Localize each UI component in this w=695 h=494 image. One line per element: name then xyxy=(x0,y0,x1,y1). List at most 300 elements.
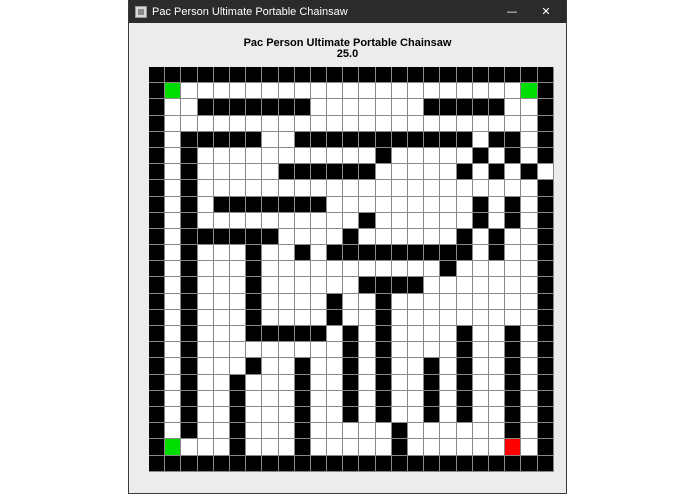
maze-path-cell xyxy=(165,375,181,391)
maze-path-cell xyxy=(521,391,537,407)
maze-path-cell xyxy=(198,326,214,342)
maze-wall-cell xyxy=(424,456,440,472)
maze-path-cell xyxy=(198,164,214,180)
maze-path-cell xyxy=(165,261,181,277)
maze-path-cell xyxy=(214,164,230,180)
maze-path-cell xyxy=(473,423,489,439)
maze-wall-cell xyxy=(408,132,424,148)
maze-path-cell xyxy=(473,439,489,455)
green-corner-cell xyxy=(521,83,537,99)
maze-wall-cell xyxy=(457,456,473,472)
maze-path-cell xyxy=(230,180,246,196)
maze-path-cell xyxy=(440,407,456,423)
maze-path-cell xyxy=(440,197,456,213)
maze-wall-cell xyxy=(181,164,197,180)
maze-path-cell xyxy=(311,294,327,310)
maze-path-cell xyxy=(359,375,375,391)
game-title: Pac Person Ultimate Portable Chainsaw xyxy=(243,37,452,49)
maze-path-cell xyxy=(230,342,246,358)
maze-path-cell xyxy=(408,294,424,310)
maze-path-cell xyxy=(327,99,343,115)
maze-wall-cell xyxy=(149,83,165,99)
maze-path-cell xyxy=(165,164,181,180)
maze-path-cell xyxy=(279,229,295,245)
maze-wall-cell xyxy=(279,197,295,213)
maze-wall-cell xyxy=(311,456,327,472)
maze-wall-cell xyxy=(538,197,554,213)
maze-wall-cell xyxy=(473,67,489,83)
maze-wall-cell xyxy=(505,132,521,148)
maze-path-cell xyxy=(295,294,311,310)
close-button[interactable]: ✕ xyxy=(541,5,551,18)
maze-path-cell xyxy=(246,375,262,391)
maze-path-cell xyxy=(327,261,343,277)
maze-path-cell xyxy=(311,358,327,374)
maze-path-cell xyxy=(457,423,473,439)
maze-path-cell xyxy=(165,407,181,423)
maze-path-cell xyxy=(279,148,295,164)
maze-path-cell xyxy=(262,180,278,196)
maze-wall-cell xyxy=(424,99,440,115)
maze-path-cell xyxy=(440,180,456,196)
maze-wall-cell xyxy=(521,67,537,83)
maze-path-cell xyxy=(521,277,537,293)
maze-path-cell xyxy=(311,310,327,326)
maze-path-cell xyxy=(521,148,537,164)
maze-path-cell xyxy=(489,294,505,310)
maze-wall-cell xyxy=(538,180,554,196)
maze-path-cell xyxy=(457,439,473,455)
maze-wall-cell xyxy=(538,229,554,245)
maze-path-cell xyxy=(262,407,278,423)
maze-wall-cell xyxy=(246,456,262,472)
maze-wall-cell xyxy=(311,164,327,180)
maze-path-cell xyxy=(230,358,246,374)
maze-path-cell xyxy=(521,213,537,229)
maze-wall-cell xyxy=(295,439,311,455)
maze-wall-cell xyxy=(538,294,554,310)
maze-path-cell xyxy=(408,213,424,229)
maze-wall-cell xyxy=(343,375,359,391)
maze-path-cell xyxy=(165,294,181,310)
maze-wall-cell xyxy=(505,342,521,358)
maze-path-cell xyxy=(440,326,456,342)
maze-path-cell xyxy=(327,116,343,132)
maze-path-cell xyxy=(246,83,262,99)
maze-wall-cell xyxy=(149,99,165,115)
maze-path-cell xyxy=(440,229,456,245)
maze-wall-cell xyxy=(230,375,246,391)
maze-path-cell xyxy=(230,326,246,342)
maze-path-cell xyxy=(521,116,537,132)
maze-path-cell xyxy=(343,439,359,455)
maze-path-cell xyxy=(279,277,295,293)
maze-path-cell xyxy=(457,148,473,164)
maze-path-cell xyxy=(198,116,214,132)
maze-wall-cell xyxy=(343,407,359,423)
maze-path-cell xyxy=(311,180,327,196)
maze-path-cell xyxy=(489,326,505,342)
maze-wall-cell xyxy=(149,197,165,213)
maze-wall-cell xyxy=(376,456,392,472)
maze-wall-cell xyxy=(279,67,295,83)
maze-path-cell xyxy=(327,277,343,293)
maze-path-cell xyxy=(359,229,375,245)
maze-path-cell xyxy=(440,391,456,407)
maze-path-cell xyxy=(457,213,473,229)
maze-wall-cell xyxy=(424,407,440,423)
maze-wall-cell xyxy=(181,261,197,277)
maze-path-cell xyxy=(392,310,408,326)
maze-wall-cell xyxy=(408,277,424,293)
maze-path-cell xyxy=(457,116,473,132)
maze-path-cell xyxy=(359,116,375,132)
maze-path-cell xyxy=(521,229,537,245)
maze-path-cell xyxy=(198,148,214,164)
maze-wall-cell xyxy=(343,326,359,342)
maze-path-cell xyxy=(489,375,505,391)
maze-wall-cell xyxy=(262,99,278,115)
maze-path-cell xyxy=(359,326,375,342)
maze-path-cell xyxy=(343,116,359,132)
maze-path-cell xyxy=(311,148,327,164)
maze-wall-cell xyxy=(295,197,311,213)
maze-path-cell xyxy=(408,99,424,115)
title-bar[interactable] xyxy=(129,0,566,23)
maze-path-cell xyxy=(376,116,392,132)
maze-wall-cell xyxy=(457,342,473,358)
maze-wall-cell xyxy=(440,456,456,472)
maze-path-cell xyxy=(181,99,197,115)
maze-path-cell xyxy=(262,277,278,293)
maze-path-cell xyxy=(408,358,424,374)
maze-wall-cell xyxy=(327,245,343,261)
maze-wall-cell xyxy=(424,245,440,261)
maze-grid[interactable] xyxy=(149,67,554,472)
maze-path-cell xyxy=(408,148,424,164)
maze-wall-cell xyxy=(198,67,214,83)
maze-path-cell xyxy=(230,294,246,310)
maze-path-cell xyxy=(440,294,456,310)
maze-path-cell xyxy=(424,83,440,99)
maze-wall-cell xyxy=(440,261,456,277)
maze-path-cell xyxy=(457,197,473,213)
maze-wall-cell xyxy=(295,391,311,407)
maze-path-cell xyxy=(489,407,505,423)
window-title: Pac Person Ultimate Portable Chainsaw xyxy=(152,5,348,18)
maze-wall-cell xyxy=(489,67,505,83)
java-app-icon xyxy=(135,6,147,18)
maze-path-cell xyxy=(359,358,375,374)
maze-wall-cell xyxy=(214,67,230,83)
maze-wall-cell xyxy=(376,342,392,358)
maze-wall-cell xyxy=(359,132,375,148)
maze-path-cell xyxy=(327,197,343,213)
maze-path-cell xyxy=(246,391,262,407)
maze-wall-cell xyxy=(343,342,359,358)
maze-wall-cell xyxy=(149,245,165,261)
maze-path-cell xyxy=(181,83,197,99)
maze-wall-cell xyxy=(343,229,359,245)
maze-path-cell xyxy=(392,391,408,407)
maze-wall-cell xyxy=(376,391,392,407)
maze-wall-cell xyxy=(457,67,473,83)
maze-path-cell xyxy=(198,245,214,261)
maze-wall-cell xyxy=(359,164,375,180)
minimize-button[interactable]: — xyxy=(506,5,518,18)
maze-path-cell xyxy=(343,148,359,164)
maze-wall-cell xyxy=(198,99,214,115)
maze-wall-cell xyxy=(457,358,473,374)
maze-wall-cell xyxy=(149,294,165,310)
maze-path-cell xyxy=(165,180,181,196)
maze-path-cell xyxy=(343,277,359,293)
maze-wall-cell xyxy=(440,245,456,261)
maze-path-cell xyxy=(376,423,392,439)
maze-path-cell xyxy=(279,439,295,455)
maze-path-cell xyxy=(424,213,440,229)
maze-path-cell xyxy=(246,116,262,132)
maze-path-cell xyxy=(505,99,521,115)
maze-path-cell xyxy=(489,358,505,374)
maze-path-cell xyxy=(246,439,262,455)
maze-path-cell xyxy=(505,277,521,293)
maze-path-cell xyxy=(165,423,181,439)
maze-wall-cell xyxy=(505,213,521,229)
maze-wall-cell xyxy=(311,67,327,83)
maze-wall-cell xyxy=(376,67,392,83)
maze-wall-cell xyxy=(181,277,197,293)
maze-path-cell xyxy=(408,423,424,439)
maze-wall-cell xyxy=(149,423,165,439)
maze-wall-cell xyxy=(376,148,392,164)
maze-path-cell xyxy=(279,310,295,326)
maze-path-cell xyxy=(521,326,537,342)
maze-wall-cell xyxy=(376,375,392,391)
maze-path-cell xyxy=(473,277,489,293)
maze-wall-cell xyxy=(376,132,392,148)
maze-wall-cell xyxy=(327,164,343,180)
maze-path-cell xyxy=(408,180,424,196)
maze-wall-cell xyxy=(230,67,246,83)
maze-wall-cell xyxy=(424,391,440,407)
maze-path-cell xyxy=(521,439,537,455)
maze-path-cell xyxy=(489,310,505,326)
maze-wall-cell xyxy=(181,132,197,148)
maze-path-cell xyxy=(295,277,311,293)
red-player-cell xyxy=(505,439,521,455)
maze-path-cell xyxy=(538,164,554,180)
maze-wall-cell xyxy=(149,148,165,164)
maze-wall-cell xyxy=(230,456,246,472)
maze-wall-cell xyxy=(149,67,165,83)
maze-path-cell xyxy=(198,358,214,374)
maze-path-cell xyxy=(359,148,375,164)
maze-path-cell xyxy=(424,116,440,132)
maze-path-cell xyxy=(343,99,359,115)
maze-wall-cell xyxy=(149,132,165,148)
maze-path-cell xyxy=(198,407,214,423)
maze-wall-cell xyxy=(538,148,554,164)
maze-path-cell xyxy=(424,439,440,455)
maze-wall-cell xyxy=(538,407,554,423)
maze-path-cell xyxy=(359,294,375,310)
maze-wall-cell xyxy=(440,67,456,83)
maze-wall-cell xyxy=(376,294,392,310)
maze-wall-cell xyxy=(489,132,505,148)
maze-path-cell xyxy=(359,261,375,277)
maze-path-cell xyxy=(165,99,181,115)
maze-wall-cell xyxy=(376,277,392,293)
maze-path-cell xyxy=(198,294,214,310)
maze-path-cell xyxy=(262,83,278,99)
maze-path-cell xyxy=(521,310,537,326)
maze-wall-cell xyxy=(149,407,165,423)
maze-wall-cell xyxy=(538,375,554,391)
maze-path-cell xyxy=(198,213,214,229)
maze-path-cell xyxy=(262,132,278,148)
maze-wall-cell xyxy=(505,456,521,472)
maze-wall-cell xyxy=(343,67,359,83)
maze-wall-cell xyxy=(505,326,521,342)
maze-path-cell xyxy=(214,245,230,261)
maze-path-cell xyxy=(440,277,456,293)
maze-path-cell xyxy=(262,148,278,164)
maze-path-cell xyxy=(521,245,537,261)
maze-path-cell xyxy=(408,342,424,358)
maze-wall-cell xyxy=(149,456,165,472)
maze-wall-cell xyxy=(214,229,230,245)
maze-wall-cell xyxy=(295,245,311,261)
maze-wall-cell xyxy=(505,423,521,439)
maze-wall-cell xyxy=(149,358,165,374)
maze-path-cell xyxy=(311,407,327,423)
maze-wall-cell xyxy=(457,164,473,180)
maze-path-cell xyxy=(279,116,295,132)
maze-wall-cell xyxy=(181,423,197,439)
maze-path-cell xyxy=(489,197,505,213)
maze-wall-cell xyxy=(424,132,440,148)
score-value: 25.0 xyxy=(336,48,359,60)
maze-path-cell xyxy=(327,423,343,439)
maze-path-cell xyxy=(376,213,392,229)
maze-path-cell xyxy=(295,229,311,245)
maze-wall-cell xyxy=(538,67,554,83)
maze-path-cell xyxy=(473,375,489,391)
maze-path-cell xyxy=(311,261,327,277)
maze-wall-cell xyxy=(214,456,230,472)
maze-path-cell xyxy=(424,294,440,310)
maze-path-cell xyxy=(230,245,246,261)
maze-path-cell xyxy=(408,326,424,342)
maze-path-cell xyxy=(279,375,295,391)
maze-path-cell xyxy=(181,439,197,455)
maze-path-cell xyxy=(262,245,278,261)
maze-path-cell xyxy=(408,391,424,407)
maze-wall-cell xyxy=(295,164,311,180)
maze-path-cell xyxy=(457,83,473,99)
maze-wall-cell xyxy=(505,375,521,391)
maze-wall-cell xyxy=(392,132,408,148)
maze-path-cell xyxy=(343,294,359,310)
maze-path-cell xyxy=(392,229,408,245)
maze-path-cell xyxy=(165,277,181,293)
maze-path-cell xyxy=(376,83,392,99)
maze-path-cell xyxy=(165,197,181,213)
maze-wall-cell xyxy=(343,164,359,180)
maze-path-cell xyxy=(359,439,375,455)
maze-path-cell xyxy=(311,99,327,115)
maze-wall-cell xyxy=(181,67,197,83)
maze-path-cell xyxy=(440,423,456,439)
maze-wall-cell xyxy=(149,180,165,196)
maze-path-cell xyxy=(521,261,537,277)
maze-path-cell xyxy=(279,261,295,277)
maze-path-cell xyxy=(262,261,278,277)
maze-path-cell xyxy=(262,375,278,391)
maze-path-cell xyxy=(457,294,473,310)
maze-path-cell xyxy=(376,99,392,115)
maze-path-cell xyxy=(279,391,295,407)
maze-path-cell xyxy=(198,342,214,358)
maze-path-cell xyxy=(392,83,408,99)
maze-path-cell xyxy=(392,99,408,115)
maze-path-cell xyxy=(327,180,343,196)
maze-path-cell xyxy=(327,439,343,455)
maze-path-cell xyxy=(505,83,521,99)
maze-wall-cell xyxy=(343,245,359,261)
maze-path-cell xyxy=(521,342,537,358)
maze-wall-cell xyxy=(230,229,246,245)
maze-path-cell xyxy=(473,83,489,99)
maze-wall-cell xyxy=(473,213,489,229)
maze-wall-cell xyxy=(408,67,424,83)
maze-path-cell xyxy=(424,148,440,164)
maze-path-cell xyxy=(408,407,424,423)
maze-wall-cell xyxy=(359,67,375,83)
maze-path-cell xyxy=(440,439,456,455)
maze-wall-cell xyxy=(343,358,359,374)
maze-path-cell xyxy=(505,310,521,326)
maze-path-cell xyxy=(505,245,521,261)
maze-path-cell xyxy=(279,83,295,99)
maze-path-cell xyxy=(424,423,440,439)
maze-wall-cell xyxy=(230,99,246,115)
maze-path-cell xyxy=(262,358,278,374)
maze-path-cell xyxy=(165,342,181,358)
maze-path-cell xyxy=(376,180,392,196)
maze-path-cell xyxy=(198,375,214,391)
maze-path-cell xyxy=(295,83,311,99)
maze-path-cell xyxy=(392,148,408,164)
maze-path-cell xyxy=(214,358,230,374)
maze-path-cell xyxy=(408,116,424,132)
maze-path-cell xyxy=(440,310,456,326)
maze-wall-cell xyxy=(230,423,246,439)
maze-wall-cell xyxy=(181,391,197,407)
maze-path-cell xyxy=(408,164,424,180)
maze-wall-cell xyxy=(440,99,456,115)
maze-wall-cell xyxy=(230,407,246,423)
maze-path-cell xyxy=(295,213,311,229)
maze-path-cell xyxy=(214,83,230,99)
maze-wall-cell xyxy=(505,67,521,83)
maze-path-cell xyxy=(262,213,278,229)
maze-path-cell xyxy=(473,294,489,310)
maze-path-cell xyxy=(521,99,537,115)
maze-wall-cell xyxy=(440,132,456,148)
maze-path-cell xyxy=(489,116,505,132)
